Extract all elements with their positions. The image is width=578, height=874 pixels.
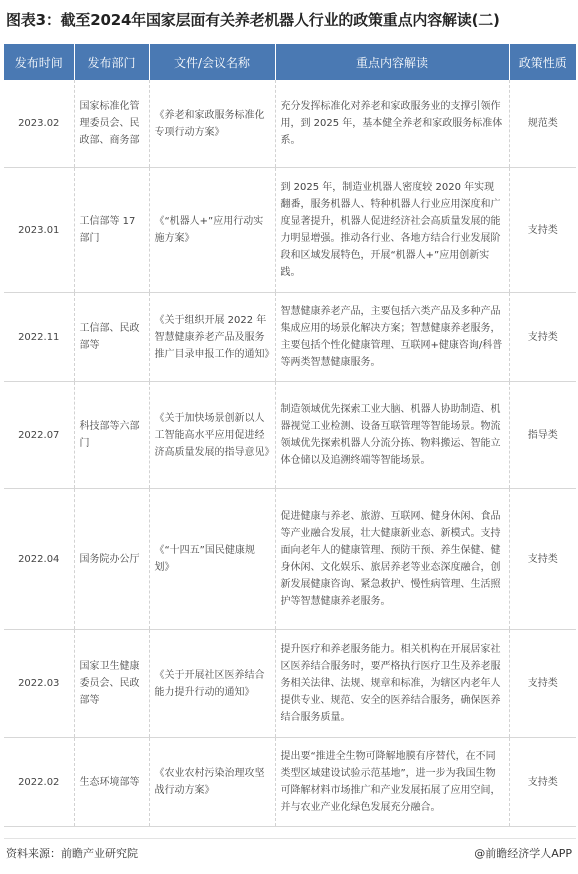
cell-dept: 国务院办公厅 <box>74 489 149 630</box>
cell-nature: 支持类 <box>509 489 576 630</box>
cell-content: 智慧健康养老产品，主要包括六类产品及多种产品集成应用的场景化解决方案；智慧健康养老服务，主要包括个性化健康管理、互联网+健康咨询/科普等两类智慧健康服务。 <box>275 293 509 382</box>
table-row <box>4 168 576 293</box>
header-content: 重点内容解读 <box>275 44 509 80</box>
cell-content: 到 2025 年，制造业机器人密度较 2020 年实现翻番，服务机器人、特种机器人行业应用深度和广度显著提升，机器人促进经济社会高质量发展的能力明显增强。推动各行业、各地方结合行业发展阶段和区域发展特色，开展“机器人+”应用创新实践。 <box>275 168 509 293</box>
header-dept: 发布部门 <box>74 44 149 80</box>
cell-nature: 支持类 <box>509 738 576 827</box>
cell-content: 制造领域优先探索工业大脑、机器人协助制造、机器视觉工业检测、设备互联管理等智能场景。物流领域优先探索机器人分流分拣、物料搬运、智能立体仓储以及追溯终端等智能场景。 <box>275 382 509 489</box>
cell-doc: 《关于组织开展 2022 年智慧健康养老产品及服务推广目录申报工作的通知》 <box>149 293 275 382</box>
cell-nature: 规范类 <box>509 80 576 168</box>
header-date: 发布时间 <box>4 44 74 80</box>
cell-dept: 国家标准化管理委员会、民政部、商务部 <box>74 80 149 168</box>
table-row <box>4 293 576 382</box>
cell-dept: 工信部等 17 部门 <box>74 168 149 293</box>
cell-date: 2022.03 <box>4 630 74 738</box>
cell-dept: 生态环境部等 <box>74 738 149 827</box>
source-note: 资料来源：前瞻产业研究院 <box>6 847 138 860</box>
table-row <box>4 80 576 168</box>
table-header-row <box>4 44 576 80</box>
cell-date: 2023.01 <box>4 168 74 293</box>
cell-dept: 科技部等六部门 <box>74 382 149 489</box>
chart-title: 图表3：截至2024年国家层面有关养老机器人行业的政策重点内容解读(二) <box>6 11 500 29</box>
cell-date: 2022.07 <box>4 382 74 489</box>
cell-doc: 《农业农村污染治理攻坚战行动方案》 <box>149 738 275 827</box>
cell-content: 提出要“推进全生物可降解地膜有序替代，在不同类型区域建设试验示范基地”，进一步为我国生物可降解材料市场推广和产业发展拓展了应用空间，并与农业产业化绿色发展充分融合。 <box>275 738 509 827</box>
cell-date: 2022.11 <box>4 293 74 382</box>
cell-content: 充分发挥标准化对养老和家政服务业的支撑引领作用，到 2025 年，基本健全养老和家政服务标准体系。 <box>275 80 509 168</box>
cell-nature: 支持类 <box>509 630 576 738</box>
cell-doc: 《养老和家政服务标准化专项行动方案》 <box>149 80 275 168</box>
cell-dept: 工信部、民政部等 <box>74 293 149 382</box>
header-doc: 文件/会议名称 <box>149 44 275 80</box>
cell-doc: 《关于加快场景创新以人工智能高水平应用促进经济高质量发展的指导意见》 <box>149 382 275 489</box>
cell-nature: 支持类 <box>509 168 576 293</box>
table-row <box>4 630 576 738</box>
cell-dept: 国家卫生健康委员会、民政部等 <box>74 630 149 738</box>
cell-nature: 支持类 <box>509 293 576 382</box>
cell-date: 2023.02 <box>4 80 74 168</box>
cell-doc: 《“十四五”国民健康规划》 <box>149 489 275 630</box>
table-row <box>4 738 576 827</box>
cell-date: 2022.02 <box>4 738 74 827</box>
brand-credit: @前瞻经济学人APP <box>474 847 572 860</box>
cell-content: 提升医疗和养老服务能力。相关机构在开展居家社区医养结合服务时，要严格执行医疗卫生及养老服务相关法律、法规、规章和标准，为辖区内老年人提供专业、规范、安全的医养结合服务，确保医养结合服务质量。 <box>275 630 509 738</box>
policy-table <box>4 44 576 827</box>
header-nature: 政策性质 <box>509 44 576 80</box>
cell-nature: 指导类 <box>509 382 576 489</box>
cell-doc: 《“机器人+”应用行动实施方案》 <box>149 168 275 293</box>
table-row <box>4 382 576 489</box>
table-row <box>4 489 576 630</box>
cell-content: 促进健康与养老、旅游、互联网、健身休闲、食品等产业融合发展，壮大健康新业态、新模式。支持面向老年人的健康管理、预防干预、养生保健、健身休闲、文化娱乐、旅居养老等业态深度融合，创新发展健康咨询、紧急救护、慢性病管理、生活照护等智慧健康养老服务。 <box>275 489 509 630</box>
cell-doc: 《关于开展社区医养结合能力提升行动的通知》 <box>149 630 275 738</box>
footer-divider <box>4 838 576 839</box>
cell-date: 2022.04 <box>4 489 74 630</box>
